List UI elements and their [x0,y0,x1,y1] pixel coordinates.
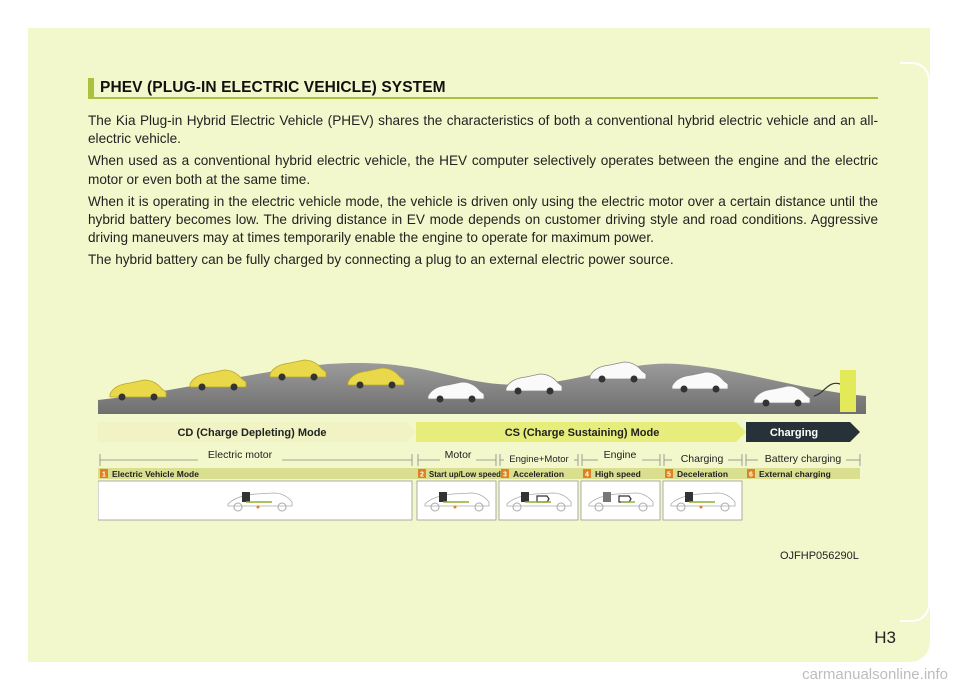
phase-number: 6 [749,471,753,479]
body-text [88,112,878,274]
phev-mode-diagram [98,350,866,530]
phase-number: 4 [585,471,589,479]
phase-acceleration: Acceleration [513,469,565,479]
source-electric-motor: Electric motor [207,449,273,461]
paragraph: The hybrid battery can be fully charged by connecting a plug to an external electric power source. [88,252,674,268]
paragraph: When used as a conventional hybrid electric vehicle, the HEV computer selectively operates between the engine and the electric motor or even both at the same time. [88,153,878,187]
phase-number: 5 [667,471,671,479]
source-engine-motor: Engine+Motor [509,454,569,465]
title-rule [88,97,878,99]
source-battery-charging: Battery charging [764,453,842,465]
frame-corner-decoration [900,62,930,622]
source-motor: Motor [444,449,472,461]
section-marker [88,78,94,98]
phase-ev-mode: Electric Vehicle Mode [112,469,199,479]
phase-number: 2 [420,471,424,479]
cs-mode-label: CS (Charge Sustaining) Mode [504,427,660,439]
phase-number: 1 [102,471,106,479]
figure-code: OJFHP056290L [780,550,859,562]
source-charging: Charging [680,453,724,465]
paragraph: When it is operating in the electric vehicle mode, the vehicle is driven only using the electric motor over a certain distance until the hybrid battery becomes low. The driving distance in EV mode depends on customer driving style and road conditions. Aggressive driving maneuvers may at times temporarily enable the engine to operate for maximum power. [88,193,878,246]
phase-startup-low-speed: Start up/Low speed [429,470,501,479]
source-engine: Engine [603,449,637,461]
page-number: H3 [874,628,896,647]
phase-deceleration: Deceleration [677,469,729,479]
section-header [88,78,446,98]
phase-boxes [98,481,742,520]
diagram-svg [98,350,866,530]
charging-mode-label: Charging [769,427,819,439]
paragraph: The Kia Plug-in Hybrid Electric Vehicle (PHEV) shares the characteristics of both a conventional hybrid electric vehicle and an all-electric vehicle. [88,113,878,147]
phase-number: 3 [503,471,507,479]
phase-high-speed: High speed [595,469,641,479]
section-title: PHEV (PLUG-IN ELECTRIC VEHICLE) SYSTEM [100,79,446,96]
cd-mode-label: CD (Charge Depleting) Mode [177,427,327,439]
watermark: carmanualsonline.info [802,666,948,683]
phase-external-charging: External charging [759,469,831,479]
road-hill [98,363,866,414]
